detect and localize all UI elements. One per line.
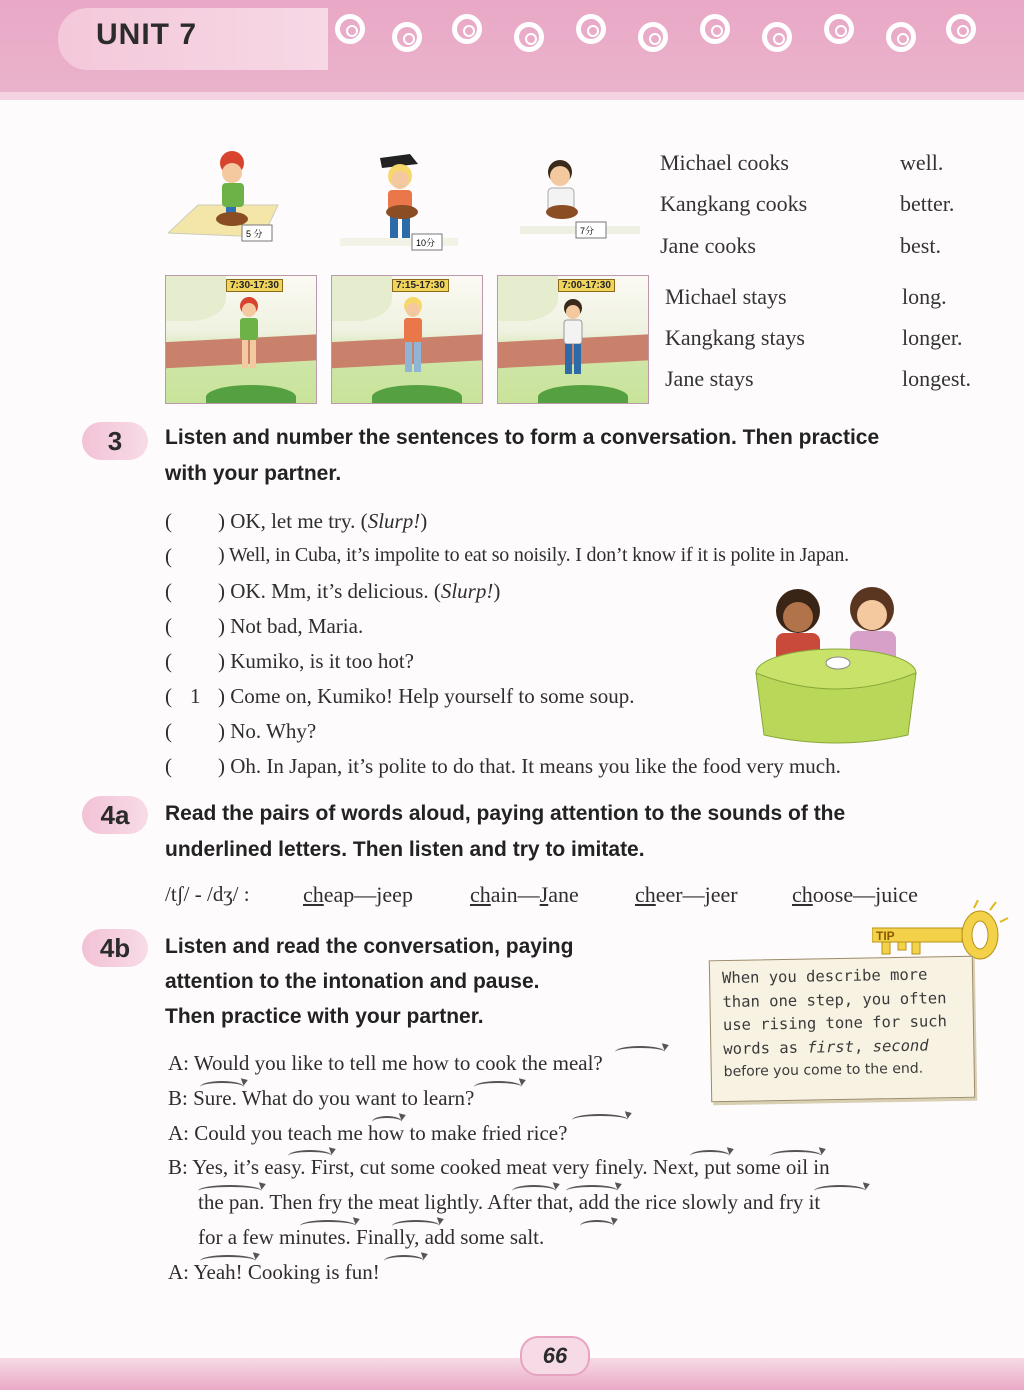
tree-shape	[331, 276, 392, 321]
word-part: j	[376, 882, 383, 907]
sentence-text	[218, 509, 427, 534]
intonation-arrow-icon	[384, 1255, 424, 1267]
answer-blank[interactable]: (	[165, 719, 172, 743]
intonation-arrow-icon	[288, 1150, 332, 1162]
tip-text	[722, 963, 968, 1085]
tip-part: first	[807, 1037, 855, 1057]
header-strip	[0, 92, 1024, 100]
compare-adverb: better.	[900, 191, 955, 216]
answer-blank[interactable]: (	[165, 684, 172, 708]
sentence-part: )	[420, 509, 428, 533]
section-badge-4b: 4b	[82, 929, 148, 967]
dialogue-line: A: Would you like to tell me how to cook the meal?	[168, 1051, 603, 1075]
ring-icon	[700, 14, 730, 44]
compare-subject: Kangkang stays	[665, 325, 805, 350]
bush-shape	[538, 385, 628, 404]
word-part: ch	[635, 882, 656, 907]
section3-instruction	[165, 420, 879, 492]
sentence-text	[218, 649, 414, 674]
bush-shape	[206, 385, 296, 404]
compare-subject: Kangkang cooks	[660, 191, 808, 216]
compare-adverb: longest.	[902, 366, 972, 391]
tip-line: When you describe more	[721, 965, 928, 988]
section4a-instruction-line: underlined letters. Then listen and try to imitate.	[165, 838, 645, 861]
intonation-arrow-icon	[580, 1220, 614, 1232]
intonation-arrow-icon	[566, 1185, 618, 1197]
tip-line: use rising tone for such	[722, 1012, 948, 1035]
cook-time-label: 10分	[416, 238, 436, 248]
word-part: ain	[490, 882, 518, 907]
stay-time-label: 7:30-17:30	[226, 279, 283, 292]
tree-shape	[165, 276, 226, 321]
sentence-text	[218, 544, 849, 567]
section4b-instruction	[165, 929, 573, 1034]
intonation-arrow-icon	[770, 1150, 822, 1162]
word-part: oose	[812, 882, 854, 907]
ring-icon	[452, 14, 482, 44]
dialogue-line: B: Yes, it’s easy. First, cut some cooked meat very finely. Next, put some oil in	[168, 1155, 830, 1179]
compare-subject: Jane stays	[665, 366, 754, 391]
sentence-italic: Slurp!	[440, 579, 494, 603]
tip-part: ,	[853, 1036, 873, 1056]
word-part: ch	[303, 882, 324, 907]
stay-scene-jane	[497, 275, 649, 404]
intonation-arrow-icon	[615, 1046, 665, 1058]
section3-instruction-line: Listen and number the sentences to form a conversation. Then practice	[165, 426, 880, 449]
tip-line: than one step, you often	[722, 988, 947, 1011]
sentence-part: ) Oh. In Japan, it’s polite to do that. It means you like the food very much.	[218, 754, 841, 778]
sentence-part: ) Come on, Kumiko! Help yourself to some soup.	[218, 684, 635, 708]
boy-figure	[396, 294, 430, 380]
intonation-arrow-icon	[572, 1114, 628, 1126]
compare-subject: Jane cooks	[660, 233, 756, 258]
compare-adverb: long.	[902, 284, 947, 309]
ring-icon	[824, 14, 854, 44]
compare-subject: Michael stays	[665, 284, 787, 309]
intonation-arrow-icon	[300, 1220, 356, 1232]
sentence-text	[218, 754, 841, 779]
stay-time-label: 7:15-17:30	[392, 279, 449, 292]
answer-number: 1	[190, 684, 201, 708]
word-part: J	[539, 882, 549, 907]
sentence-part: ) Not bad, Maria.	[218, 614, 364, 638]
answer-blank[interactable]: (	[165, 544, 172, 568]
bush-shape	[372, 385, 462, 404]
answer-blank[interactable]: (	[165, 649, 172, 673]
dialogue-line: A: Could you teach me how to make fried rice?	[168, 1121, 568, 1145]
answer-blank[interactable]: (	[165, 754, 172, 778]
dialogue-line: B: Sure. What do you want to learn?	[168, 1086, 475, 1110]
compare-subject: Michael cooks	[660, 150, 789, 175]
ring-icon	[762, 22, 792, 52]
cooking-illustration-jane	[520, 150, 640, 250]
cook-time-label: 5 分	[246, 229, 263, 239]
ring-icon	[946, 14, 976, 44]
compare-adverb: best.	[900, 233, 941, 258]
answer-blank[interactable]: (	[165, 509, 172, 533]
word-pair: cheer—jeer	[635, 882, 738, 907]
ring-icon	[335, 14, 365, 44]
answer-blank[interactable]: (	[165, 579, 172, 603]
section-badge-3: 3	[82, 422, 148, 460]
section-badge-4a: 4a	[82, 796, 148, 834]
word-part: ch	[792, 882, 813, 907]
intonation-arrow-icon	[372, 1116, 402, 1128]
word-part: eep	[382, 882, 413, 907]
phonetic-label: /tʃ/ - /dʒ/ :	[165, 882, 250, 906]
section4a-instruction	[165, 796, 845, 868]
section4b-instruction-line: Listen and read the conversation, paying	[165, 935, 574, 958]
ring-icon	[638, 22, 668, 52]
section4a-instruction-line: Read the pairs of words aloud, paying attention to the sounds of the	[165, 802, 846, 825]
intonation-arrow-icon	[200, 1255, 256, 1267]
cooking-illustration-kangkang	[340, 150, 460, 260]
intonation-arrow-icon	[200, 1081, 244, 1093]
answer-blank[interactable]: (	[165, 614, 172, 638]
ring-icon	[514, 22, 544, 52]
intonation-arrow-icon	[690, 1150, 730, 1162]
dialogue-line: for a few minutes. Finally, add some salt.	[198, 1225, 545, 1249]
sentence-part: ) No. Why?	[218, 719, 317, 743]
tip-label: TIP	[876, 929, 895, 943]
word-part: eer	[655, 882, 683, 907]
compare-adverb: well.	[900, 150, 944, 175]
word-part: eap	[323, 882, 355, 907]
word-part: j	[875, 882, 882, 907]
intonation-arrow-icon	[198, 1185, 262, 1197]
ring-icon	[886, 22, 916, 52]
word-part: ane	[548, 882, 579, 907]
page-number: 66	[520, 1336, 590, 1376]
word-part: ch	[470, 882, 491, 907]
section4b-instruction-line: attention to the intonation and pause.	[165, 970, 540, 993]
cook-time-label: 7分	[580, 226, 595, 236]
compare-adverb: longer.	[902, 325, 963, 350]
section3-instruction-line: with your partner.	[165, 462, 342, 485]
tip-line: before you come to the end.	[723, 1060, 924, 1081]
boy-figure	[556, 296, 590, 382]
ring-icon	[576, 14, 606, 44]
sentence-italic: Slurp!	[367, 509, 421, 533]
dialogue-line: A: Yeah! Cooking is fun!	[168, 1260, 380, 1284]
word-pair: chain—Jane	[470, 882, 579, 907]
intonation-arrow-icon	[814, 1185, 866, 1197]
girl-figure	[232, 294, 266, 378]
sentence-part: )	[493, 579, 501, 603]
dialogue-line: the pan. Then fry the meat lightly. After that, add the rice slowly and fry it	[198, 1190, 821, 1214]
sentence-part: ) Kumiko, is it too hot?	[218, 649, 414, 673]
word-part: eer	[710, 882, 738, 907]
intonation-arrow-icon	[474, 1081, 522, 1093]
stay-time-label: 7:00-17:30	[558, 279, 615, 292]
tree-shape	[497, 276, 558, 321]
unit-title: UNIT 7	[96, 18, 198, 51]
word-part: j	[704, 882, 711, 907]
sentence-text	[218, 719, 316, 744]
stay-scene-michael	[165, 275, 317, 404]
sentence-part: ) OK. Mm, it’s delicious. (	[218, 579, 441, 603]
word-pair: choose—juice	[792, 882, 918, 907]
sentence-part: ) OK, let me try. (	[218, 509, 368, 533]
dinner-table-illustration	[750, 575, 920, 755]
sentence-text	[218, 614, 363, 639]
word-pair: cheap—jeep	[303, 882, 413, 907]
tip-box	[709, 956, 975, 1103]
intonation-arrow-icon	[512, 1185, 556, 1197]
tip-part: words as	[723, 1038, 808, 1058]
stay-scene-kangkang	[331, 275, 483, 404]
intonation-arrow-icon	[392, 1220, 440, 1232]
cooking-illustration-michael	[168, 145, 288, 255]
sentence-text	[218, 579, 500, 604]
word-part: uice	[881, 882, 918, 907]
section4b-instruction-line: Then practice with your partner.	[165, 1005, 484, 1028]
sentence-text	[218, 684, 634, 709]
sentence-part: ) Well, in Cuba, it’s impolite to eat so noisily. I don’t know if it is polite in Japan.	[218, 544, 849, 566]
ring-icon	[392, 22, 422, 52]
tip-part: second	[872, 1035, 929, 1055]
footer-band	[0, 1358, 1024, 1390]
